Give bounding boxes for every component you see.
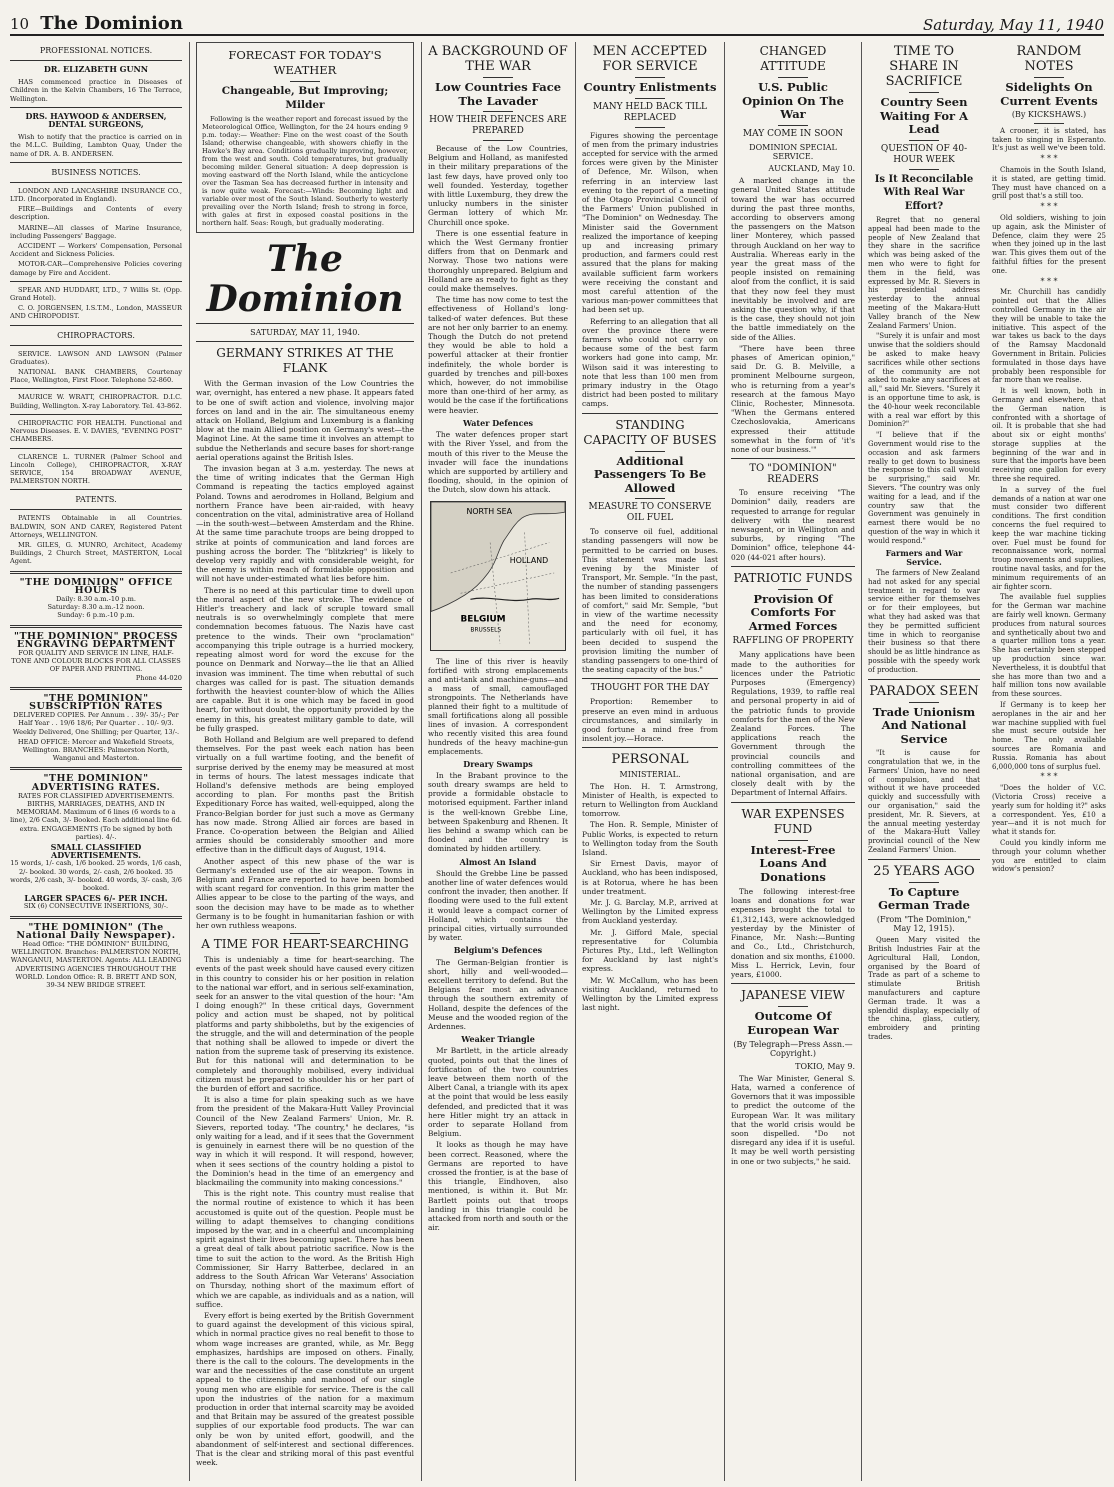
- article-deck: QUESTION OF 40-HOUR WEEK: [880, 143, 968, 165]
- note-item: It is well known, both in Germany and elsewhere, that the German nation is confronted with a shortage of oil. It is probable that she had about six or eight months' storage supplies at the beginning of the war and in sure that the imports have been receiving one gallon for every three she required.: [992, 387, 1106, 484]
- dateline: TOKIO, May 9.: [795, 1061, 855, 1071]
- personal-item: The Hon. R. Semple, Minister of Public Works, is expected to return to Wellington today from the South Island.: [582, 820, 718, 857]
- article-paragraph: To conserve oil fuel, additional standing passengers will now be permitted to be carried on buses. This statement was made last evening by the Minister of Transport, Mr. Semple. "In the past, the number of standing passengers has been limited to considerations of comfort," said Mr. Semple, "but in view of the wartime necessity and the need for economy, particularly with oil fuel, it has been decided to suspend the provision limiting the number of standing passengers to one-third of the seating capacity of the bus.": [582, 527, 718, 675]
- article-paragraph: The time has now come to test the effectiveness of Holland's long-talked-of water defences. But these are not her only barrier to an enemy. Though the Dutch do not pretend they would be able to hold a powerful attacker at their frontier indefinitely, the whole border is guarded by trenches and pill-boxes which, however, do not immobilise more than one-third of her army, as would be the case if the fortifications were heavier.: [428, 295, 568, 415]
- note-item: The available fuel supplies for the German war machine are fairly well known. Germany produces from natural sources and synthetically about two and a quarter million tons a year. She has certainly been stepped up production since war. Nevertheless, it is doubtful that she has more than two and a half million tons now available from these sources.: [992, 593, 1106, 699]
- article-paragraph: Regret that no general appeal had been made to the people of New Zealand that they share in the sacrifice which was being asked of the men who were to fight for them in the field, was expressed by Mr. R. Sievers in his presidential address yesterday to the annual meeting of the Makara-Hutt Valley branch of the New Zealand Farmers' Union.: [868, 216, 980, 330]
- crosshead: MINISTERIAL.: [619, 770, 681, 780]
- article-deck: RAFFLING OF PROPERTY: [732, 636, 854, 647]
- crosshead: Belgium's Defences: [453, 945, 543, 956]
- article-paragraph: The German-Belgian frontier is short, hilly and well-wooded—excellent territory to defend. But the Belgians fear most an advance through the southern extremity of Holland, despite the defences of the Meuse and the wooded region of the Ardennes.: [428, 957, 568, 1031]
- article-subtitle: Outcome Of European War: [747, 1009, 839, 1037]
- article-paragraph: "It is cause for congratulation that we, in the Farmers' Union, have no need of compulsion, and that without it we have proceeded quickly and successfully with our organisation," said the president, Mr. R. Sievers, at the annual meeting yesterday of the Makara-Hutt Valley provincial council of the New Zealand Farmers' Union.: [868, 749, 980, 854]
- article-paragraph: It looks as though he may have been correct. Reasoned, where the Germans are reported to have crossed the frontier, is at the base of this triangle, Eindhoven, also mentioned, is within it. But Mr. Bartlett points out that troops landing in this triangle could be attacked from north and south or the air.: [428, 1140, 568, 1233]
- map-label: NORTH SEA: [466, 506, 513, 516]
- article-title: TIME TO SHARE IN SACRIFICE: [885, 44, 963, 89]
- article-subtitle: Is It Reconcilable With Real War Effort?: [874, 173, 974, 212]
- forecast-title: FORECAST FOR TODAY'S WEATHER: [228, 48, 382, 77]
- random-notes-column: RANDOM NOTES Sidelights On Current Events (By KICKSHAWS.) A crooner, it is stated, has taken to singing in Esperanto. It's just as well we've been told. * * * Chamois in the South Island, it is stated, are getting timid. They must have chanced on a grill post that's a still too. * * * Old soldiers, wishing to join up again, ask the Minister of Defence, claim they were 25 when they joined up in the last war. This gives them out of the faithful fifties for the present one. * * * Mr. Churchill has candidly pointed out that the Allies controlled Germany in the air they will be unable to take the initiative. This aspect of the war takes us back to the days of the Ramsay Macdonald Government in Britain. Policies formulated in those days have probably been responsible for far more than we realise. It is well known, both in Germany and elsewhere, that the German nation is confronted with a shortage of oil. It is probable that she had about six or eight months' storage supplies at the beginning of the war and in sure that the imports have been receiving one gallon for every three she required. In a survey of the fuel demands of a nation at war one must consider two different conditions. The first condition concerns the fuel required to keep the war machine ticking over. Fuel must be found for reconnaissance work, normal troop movements and supplies, routine naval tasks, and for the minimum requirements of an air fighter scorn. The available fuel supplies for the German war machine are fairly well known. Germany produces from natural sources and synthetically about two and a quarter million tons a year. She has certainly been stepped up production since war. Nevertheless, it is doubtful that she has more than two and a half million tons now available from these sources. If Germany is to keep her aeroplanes in the air and her war machine supplied with fuel she must secure outside her home. The only available sources are Romania and Russia. Romania has about 6,000,000 tons of surplus fuel. * * * "Does the holder of V.C. (Victoria Cross) receive a yearly sum for holding it?" asks a correspondent. Yes, £10 a year—and it is not much for what it stands for. Could you kindly inform me through your column whether you are entitled to claim widow's pension?: [992, 44, 1106, 874]
- article-title: RANDOM NOTES: [1016, 44, 1082, 74]
- notice-text: LONDON AND LANCASHIRE INSURANCE CO., LTD. (Incorporated in England).: [10, 186, 182, 204]
- article-subtitle: Country Enlistments: [583, 80, 717, 94]
- article-title: STANDING CAPACITY OF BUSES: [583, 417, 717, 447]
- note-item: In a survey of the fuel demands of a nation at war one must consider two different conditions. The first condition concerns the fuel required to keep the war machine ticking over. Fuel must be found for reconnaissance work, normal troop movements and supplies, routine naval tasks, and for the minimum requirements of an air fighter scorn.: [992, 485, 1106, 591]
- editorial-paragraph: Both Holland and Belgium are well prepared to defend themselves. For the past week each nation has been virtually on a full wartime footing, and the benefit of surprise derived by the enemy may be measured at most in terms of hours. The latest messages indicate that Holland's defensive methods are being employed according to plan. For months past the British Expeditionary Force has waited, well-equipped, along the Franco-Belgian border for just such a move as Germany has now made. Strong Allied air forces are based in France. Co-operation between the Belgian and Allied armies should be considerably smoother and more effective than in the difficult days of August, 1914.: [196, 734, 414, 855]
- article-paragraph: The War Minister, General S. Hata, warned a conference of Governors that it was impossible to predict the outcome of the European War. It was military that the world crisis would be soon dispelled. "Do not disregard any idea if it is useful. It may be well worth persisting in one or two subjects," he said.: [731, 1073, 855, 1166]
- page-number: 10: [10, 15, 30, 33]
- personal-item: Mr. J. Gifford Male, special representative for Columbia Pictures Pty., Ltd., left Wellington for Auckland by last night's express.: [582, 927, 718, 974]
- subscription-ad: "THE DOMINION" SUBSCRIPTION RATES DELIVERED COPIES. Per Annum . . 39/- 35/-; Per Half Year . . 19/6 18/6; Per Quarter . . 10/- 9/3. Weekly Delivered, One Shilling; per Quarter, 13/-. HEAD OFFICE: Mercer and Wakefield Streets, Wellington. BRANCHES: Palmerston North, Wanganui and Masterton.: [12, 692, 180, 763]
- article-deck: HOW THEIR DEFENCES ARE PREPARED: [429, 115, 567, 136]
- article-subtitle: Sidelights On Current Events: [1000, 80, 1098, 108]
- byline: (From "The Dominion," May 12, 1915).: [876, 914, 972, 933]
- notice-text: C. O. JORGENSEN, I.S.T.M., London, MASSEUR AND CHIROPODIST.: [10, 304, 182, 321]
- editorial-paragraph: Every effort is being exerted by the British Government to guard against the development of this vicious spiral, which in normal practice gives no real benefit to those to whom wage increases are granted, while, as Mr. Begg emphasizes, hardships are imposed on others. Finally, there is the call to the colours. The developments in the war and the necessities of the case constitute an urgent appeal to the citizenship and manhood of our single young men who are eligible for service. There is the call upon the industries of the nation for a maximum production in order that internal scarcity may be avoided and that Britain may be assured of the greatest possible supplies of our exportable food products. The war can only be won by united effort, goodwill, and the abandonment of self-interest and sectional differences. That is the clear and striking moral of this past eventful week.: [196, 1310, 414, 1468]
- map-label: BRUSSELS: [470, 626, 502, 634]
- forecast-text: Following is the weather report and forecast issued by the Meteorological Office, Wellington, for the 24 hours ending 9 p.m. today:— Weather: Fine on the west coast of the South Island; otherwise changeable, with showers chiefly in the Hawke's Bay area. Conditions gradually improving, however, from the west and south. Cold temperatures, but gradually becoming milder. General situation: A deep depression is moving eastward off the North Island, while the anticyclone over the Tasman Sea has decreased further in intensity and is now quite weak. Forecast:—Winds: Becoming light and variable over most of the South Island. Southerly to westerly prevailing over the North Island; fresh to strong in force, with gales at first in exposed coastal positions in the northern half. Seas: Rough, but gradually moderating.: [202, 115, 408, 227]
- editorial-column: [196, 42, 414, 1481]
- article-title: CHANGED ATTITUDE: [759, 44, 827, 73]
- article-paragraph: "I believe that if the Government would rise to the occasion and ask farmers really to get down to business the response to this call would be surprising," said Mr. Sievers. "The country was only waiting for a lead, and if the country saw that the Government was genuinely in earnest there would be no question of the way in which it would respond.": [868, 431, 980, 545]
- article-subtitle: Low Countries Face The Lavader: [434, 80, 562, 108]
- notice-text: CHIROPRACTIC FOR HEALTH. Functional and Nervous Diseases. E. V. DAVIES, "EVENING POST" CHAMBERS.: [10, 418, 182, 444]
- notice-text: ACCIDENT — Workers' Compensation, Personal Accident and Sickness Policies.: [10, 242, 182, 259]
- personal-item: The Hon. H. T. Armstrong, Minister of Health, is expected to return to Wellington from Auckland tomorrow.: [582, 781, 718, 819]
- column-rule: [421, 42, 422, 1481]
- article-subtitle: Interest-Free Loans And Donations: [750, 842, 836, 884]
- issue-date: Saturday, May 11, 1940: [923, 16, 1104, 34]
- address-ad: "THE DOMINION" (The National Daily Newspaper). Head Office: "THE DOMINION" BUILDING, WELLINGTON. Branches: PALMERSTON NORTH, WANGANUI, MASTERTON. Agents: ALL LEADING ADVERTISING AGENCIES THROUGHOUT THE WORLD. London Office: R. B. BRETT AND SON, 39-34 NEW BRIDGE STREET.: [10, 921, 182, 990]
- notice-text: FIRE—Buildings and Contents of every description.: [10, 205, 182, 222]
- crosshead: Water Defences: [462, 417, 534, 428]
- notice-text: MARINE—All classes of Marine Insurance, including Passengers' Baggage.: [10, 223, 182, 240]
- crosshead: Farmers and War Service.: [885, 548, 963, 568]
- article-paragraph: Many applications have been made to the authorities for licences under the Patriotic Purposes (Emergency) Regulations, 1939, to raffle real and personal property in aid of the patriotic funds to provide comforts for the men of the New Zealand Forces. The applications reach the Government through the provincial councils and controlling committees of the national organisation, and are closely dealt with by the Department of Internal Affairs.: [731, 650, 855, 798]
- article-subtitle: Additional Passengers To Be Allowed: [593, 453, 707, 495]
- article-title: TO "DOMINION" READERS: [749, 463, 837, 486]
- column-rule: [861, 42, 862, 1481]
- personal-item: Mr. J. G. Barclay, M.P., arrived at Wellington by the Limited express from Auckland yesterday.: [582, 898, 718, 926]
- article-title: JAPANESE VIEW: [741, 988, 845, 1003]
- engraving-ad: "THE DOMINION" PROCESS ENGRAVING DEPARTMENT FOR QUALITY AND SERVICE IN LINE, HALF-TONE AND COLOUR BLOCKS FOR ALL CLASSES OF PAPER AND PRINTING. Phone 44-020: [11, 630, 182, 682]
- map-graphic: [431, 502, 565, 650]
- article-paragraph: Referring to an allegation that all over the province there were farmers who could not carry on because some of the best farm workers had gone into camp, Mr. Wilson said it was interesting to note that less than 100 men from primary industry in the Otago district had been posted to military camps.: [582, 316, 718, 409]
- editorial-paragraph: There is no need at this particular time to dwell upon the moral aspect of the new stroke. The evidence of Hitler's treachery and lack of scruple toward small neutrals is so overwhelmingly complete that mere condemnation becomes fatuous. The Nazis have cast pretence to the winds. Their own "proclamation" accompanying this triple outrage is a hurried mockery, repeating almost word for word the excuse for the pounce on Denmark and Norway—the lie that an Allied invasion was imminent. The time when rebuttal of such charges was called for is past. The situation demands forthwith the heaviest counter-blow of which the Allies are capable. But it is one which may be faced in good heart, for without doubt, the opportunity provided by the enemy in this, his greatest military gamble to date, will be fully grasped.: [196, 585, 414, 733]
- section-heading: PROFESSIONAL NOTICES.: [39, 46, 153, 55]
- dateline: AUCKLAND, May 10.: [768, 163, 855, 173]
- crosshead: Almost An Island: [459, 856, 537, 867]
- article-paragraph: Should the Grebbe Line be passed another line of water defences would confront the invader, then another. If flooding were used to the full extent it would leave a compact corner of Holland, which contains the principal cities, virtually surrounded by water.: [428, 868, 568, 943]
- article-paragraph: The following interest-free loans and donations for war expenses brought the total to £1,312,143, were acknowledged yesterday by the Minister of Finance, Mr. Nash:—Bunting and Co., Ltd., Christchurch, donation and six months, £1000. Miss L. Herrick, Levin, four years, £1000.: [731, 887, 855, 979]
- editorial-paragraph: This is undeniably a time for heart-searching. The events of the past week should have caused every citizen in this country to consider his or her position in relation to the national war effort, and in serious self-examination, seek for an answer to the vital question of the hour: "Am I doing enough?" In these critical days, Government policy and action must be shaped, not by political platforms and party shibboleths, but by the exigencies of the struggle, and the will and determination of the people that nothing shall be allowed to impede or divert the nation from the supreme task of preserving its existence. But for this national will and determination to be completely and thoroughly mobilised, every individual citizen must be prepared to shoulder his or her part of the burden of effort and sacrifice.: [196, 955, 414, 1094]
- note-item: Old soldiers, wishing to join up again, ask the Minister of Defence, claim they were 25 when they joined up in the last war. This gives them out of the faithful fifties for the present one.: [992, 213, 1106, 275]
- note-item: Mr. Churchill has candidly pointed out that the Allies controlled Germany in the air they will be unable to take the initiative. This aspect of the war takes us back to the days of the Ramsay Macdonald Government in Britain. Policies formulated in those days have probably been responsible for far more than we realise.: [992, 288, 1106, 385]
- masthead: [10, 8, 1104, 36]
- section-heading: PATENTS.: [75, 495, 117, 505]
- map-label: HOLLAND: [509, 555, 549, 565]
- article-title: PERSONAL: [611, 752, 689, 768]
- article-subtitle: Country Seen Waiting For A Lead: [879, 95, 968, 136]
- article-subtitle: Provision Of Comforts For Armed Forces: [748, 591, 838, 633]
- note-item: Chamois in the South Island, it is stated, are getting timid. They must have chanced on a grill post that's a still too.: [992, 165, 1106, 201]
- notice-text: MR. GILES, G. MUNRO, Architect, Academy Buildings, 2 Church Street, MASTERTON, Local Agent.: [10, 540, 182, 566]
- editorial-paragraph: Another aspect of this new phase of the war is Germany's extended use of the air weapon. Towns in Belgium and France are reported to have been bombed with scant regard for convention. In this grim matter the Allies appear to be close to the parting of the ways, and soon the decision may have to be made as to whether Germany is to be fought in humanitarian fashion or with her own ruthless weapons.: [196, 856, 414, 930]
- note-item: Could you kindly inform me through your column whether you are entitled to claim widow's pension?: [992, 838, 1106, 874]
- article-title: MEN ACCEPTED FOR SERVICE: [592, 44, 708, 74]
- byline: DOMINION SPECIAL SERVICE.: [749, 142, 837, 161]
- article-title: A BACKGROUND OF THE WAR: [428, 44, 568, 74]
- notice-text: MOTOR-CAR—Comprehensive Policies covering damage by Fire and Accident.: [10, 260, 182, 277]
- note-item: A crooner, it is stated, has taken to singing in Esperanto. It's just as well we've been told.: [992, 126, 1106, 153]
- newspaper-flag: The Dominion: [206, 238, 404, 320]
- flag-date: SATURDAY, MAY 11, 1940.: [250, 328, 360, 337]
- forecast-subtitle: Changeable, But Improving; Milder: [221, 85, 389, 111]
- article-title: WAR EXPENSES FUND: [741, 806, 845, 836]
- editorial-paragraph: The invasion began at 3 a.m. yesterday. The news at the time of writing indicates that the German High Command is repeating the tactics employed against Poland. Towns and aerodromes in Holland, Belgium and northern France have been air-raided, with heavy concentration on the vital, administrative area of Holland—in the south-west—between Amsterdam and the Rhine. At the same time parachute troops are being dropped to strike at points of communication and land forces are pushing across the border. The "blitzkrieg" is likely to develop very rapidly and with considerable weight, for the enemy is within reach of formidable opposition and will not have under-estimated what lies before him.: [196, 464, 414, 584]
- office-hours-ad: "THE DOMINION" OFFICE HOURS Daily: 8.30 a.m.-10 p.m. Saturday: 8.30 a.m.-12 noon. Sunday: 6 p.m.-10 p.m.: [19, 576, 173, 620]
- article-deck: MAY COME IN SOON: [742, 128, 844, 139]
- notice: DR. ELIZABETH GUNN: [43, 64, 149, 74]
- column-rule: [575, 42, 576, 1481]
- article-paragraph: In the Brabant province to the south dreary swamps are held to provide a formidable obstacle to motorised equipment. Farther inland is the well-known Grebbe Line, between Spakenburg and Rhenen. It lies behind a swamp which can be flooded and the country is dominated by hidden artillery.: [428, 770, 568, 854]
- notice-text: CLARENCE L. TURNER (Palmer School and Lincoln College), CHIROPRACTOR, X-RAY SERVICE, 154 BROADWAY AVENUE, PALMERSTON NORTH.: [10, 452, 182, 486]
- map-caption: The line of this river is heavily fortified with strong emplacements and anti-tank and machine-guns—and a mass of small, camouflaged strongpoints. The Netherlands have planned their fight to a multitude of small fortifications along all possible lines of invasion. A correspondent who recently visited this area found hundreds of the heavy machine-gun emplacements.: [428, 656, 568, 756]
- note-item: If Germany is to keep her aeroplanes in the air and her war machine supplied with fuel she must secure outside her home. The only available sources are Romania and Russia. Romania has about 6,000,000 tons of surplus fuel.: [992, 701, 1106, 771]
- article-paragraph: Figures showing the percentage of men from the primary industries accepted for service with the armed forces were given by the Minister of Defence, Mr. Wilson, when referring in an interview last evening to the report of a meeting of the Otago Provincial Council of the Farmers' Union published in "The Dominion" on Wednesday. The Minister said the Government realized the importance of keeping up and increasing primary production, and farmers could rest assured that the plans for making available sufficient farm workers were receiving the constant and most careful attention of the various man-power committees that had been set up.: [582, 130, 718, 315]
- article-paragraph: Because of the Low Countries, Belgium and Holland, as manifested in their military preparations of the last few days, have proved only too well founded. Yesterday, together with little Luxemburg, they drew the unlucky numbers in the sinister German lottery of which Mr. Churchill once spoke.: [428, 144, 568, 227]
- note-item: "Does the holder of V.C. (Victoria Cross) receive a yearly sum for holding it?" asks a correspondent. Yes, £10 a year—and it is not much for what it stands for.: [992, 784, 1106, 837]
- editorial-title: A TIME FOR HEART-SEARCHING: [201, 937, 409, 952]
- weather-forecast: [196, 42, 414, 233]
- notice-text: HAS commenced practice in Diseases of Children in the Kelvin Chambers, 16 The Terrace, Wellington.: [10, 78, 182, 103]
- crosshead: Weaker Triangle: [461, 1034, 535, 1045]
- column-rule: [189, 42, 190, 1481]
- article-paragraph: The water defences proper start with the River Yssel, and from the mouth of this river to the Meuse the invader will face the inundations which are supported by artillery and flooding, should, in the opinion of the Dutch, slow down his attack.: [428, 430, 568, 495]
- notice-text: Wish to notify that the practice is carried on in the M.L.C. Building, Lambton Quay, Under the name of DR. A. B. ANDERSEN.: [10, 133, 182, 158]
- editorial-paragraph: With the German invasion of the Low Countries the war, overnight, has entered a new phase. It appears fated to be one of swift action and violence, involving major forces on land and in the air. The simultaneous enemy attack on Holland, Belgium and Luxemburg is a flanking blow at the main Allied position on Germany's west—the Maginot Line. At the same time it involves an attempt to subdue the Netherlands and secure bases for short-range aerial operations against the British Isles.: [196, 379, 414, 462]
- service-column: [582, 42, 718, 1481]
- notice-text: NATIONAL BANK CHAMBERS, Courtenay Place, Wellington, First Floor. Telephone 52-860.: [10, 368, 182, 385]
- sacrifice-column: [868, 42, 980, 1481]
- war-background-column: [428, 42, 568, 1481]
- article-subtitle: To Capture German Trade: [878, 884, 970, 913]
- article-deck: MEASURE TO CONSERVE OIL FUEL: [588, 502, 712, 524]
- column-rule: [724, 42, 725, 1481]
- article-paragraph: Mr Bartlett, in the article already quoted, points out that the lines of fortification of the two countries leave between them north of the Albert Canal, a triangle with its apex at the point that would be less easily defended, and predicted that it was here Hitler might try an attack in order to separate Holland from Belgium.: [428, 1046, 568, 1139]
- map-label: BELGIUM: [460, 614, 506, 625]
- notice-text: MAURICE W. WRATT, CHIROPRACTOR. D.I.C. Building, Wellington. X-ray Laboratory. Tel. 43-862.: [10, 393, 182, 410]
- notice-text: PATENTS Obtainable in all Countries. BALDWIN, SON AND CAREY, Registered Patent Attorneys, WELLINGTON.: [10, 514, 182, 539]
- article-title: PARADOX SEEN: [869, 683, 979, 699]
- personal-item: Mr. W. McCallum, who has been visiting Auckland, returned to Wellington by the Limited express last night.: [582, 975, 718, 1013]
- article-paragraph: There is one essential feature in which the West Germany frontier differs from that on Denmark and Norway. Those two nations were thoroughly unprepared. Belgium and Holland are as ready to fight as they could make themselves.: [428, 228, 568, 294]
- article-title: 25 YEARS AGO: [873, 863, 975, 879]
- article-paragraph: "Surely it is unfair and most unwise that the soldiers should be asked to make heavy sacrifices while other sections of the community are not asked to make any sacrifices at all," said Mr. Sievers. "Surely it is an opportune time to ask, is the 40-hour week reconcilable with a real war effort by this Dominion?": [868, 332, 980, 429]
- notice-text: SPEAR AND HUDDART, LTD., 7 Willis St. (Opp. Grand Hotel).: [10, 285, 182, 303]
- article-title: PATRIOTIC FUNDS: [733, 570, 853, 585]
- article-paragraph: A marked change in the general United States attitude toward the war has occurred during the past three months, according to observers among the passengers on the Matson liner Monterey, which passed through Auckland on her way to Australia. Whereas early in the year the great mass of the people insisted on remaining aloof from the conflict, it is said that they now feel they must inevitably be involved and are asking the question why, if that is the case, they should not join the battle immediately on the side of the Allies.: [731, 176, 855, 342]
- notice: DRS. HAYWOOD & ANDERSEN, DENTAL SURGEONS,: [25, 110, 167, 130]
- editorial-title: GERMANY STRIKES AT THE FLANK: [216, 346, 394, 376]
- article-subtitle: Trade Unionism And National Service: [872, 704, 976, 746]
- article-paragraph: Proportion: Remember to preserve an even mind in arduous circumstances, and similarly in good fortune a mind free from insolent joy.—Horace.: [582, 697, 718, 744]
- crosshead: Dreary Swamps: [463, 758, 533, 769]
- article-paragraph: "There have been three phases of American opinion," said Dr. G. B. Melville, a prominent Melbourne surgeon, who is returning from a year's research at the famous Mayo Clinic, Rochester, Minnesota. "When the Germans entered Czechoslovakia, Americans expressed their attitude somewhat in the form of 'it's none of our business.'": [731, 343, 855, 454]
- article-paragraph: Queen Mary visited the British Industries Fair at the Agricultural Hall, London, organised by the Board of Trade as part of a scheme to stimulate British manufacturers and capture German trade. It was a splendid display, especially of the china, glass, cutlery, embroidery and printing trades.: [868, 936, 980, 1042]
- byline: (By KICKSHAWS.): [1011, 110, 1087, 119]
- advertising-ad: "THE DOMINION" ADVERTISING RATES. RATES FOR CLASSIFIED ADVERTISEMENTS. BIRTHS, MARRIAGES, DEATHS, AND IN MEMORIAM. Maximum of 6 lines (6 words to a line), 2/6 Cash, 3/- Booked. Each additional line 6d. extra. ENGAGEMENTS (To be signed by both parties). 4/-. SMALL CLASSIFIED ADVERTISEMENTS. 15 words, 1/- cash, 1/6 booked. 25 words, 1/6 cash, 2/- booked. 30 words, 2/- cash, 2/6 booked. 35 words, 2/6 cash, 3/- booked. 40 words, 3/- cash, 3/6 booked. LARGER SPACES 6/- PER INCH. SIX (6) CONSECUTIVE INSERTIONS, 30/-.: [10, 773, 182, 911]
- paper-name: The Dominion: [40, 13, 183, 34]
- editorial-paragraph: This is the right note. This country must realise that the normal routine of existence to which it has been accustomed is quite out of the question. People must be willing to adapt themselves to changing conditions imposed by the war, and in a cheerful and uncomplaining spirit against their lives becoming upset. There has been a great deal of talk about patriotic sacrifice. Now is the time to suit the action to the word. As the British High Commissioner, Sir Harry Batterbee, declared in an address to the South African War Veterans' Association on Thursday, nothing short of the maximum effort of which we are capable, as individuals and as a nation, will suffice.: [196, 1189, 414, 1309]
- article-paragraph: The farmers of New Zealand had not asked for any special treatment in regard to war service either for themselves or for their employees, but what they had asked was that they be permitted sufficient time in which to reorganise their business so that there should be as little hindrance as possible with the speedy work of production.: [868, 569, 980, 674]
- personal-item: Sir Ernest Davis, mayor of Auckland, who has been indisposed, is at Rotorua, where he has been under treatment.: [582, 859, 718, 896]
- editorial-paragraph: It is also a time for plain speaking such as we have from the president of the Makara-Hutt Valley Provincial Council of the New Zealand Farmers' Union, Mr. R. Sievers, reported today. "The country," he declares, "is only waiting for a lead, and if it sees that the Government is genuinely in earnest there will be no question of the way in which it will respond. It will respond, however, when it sees sections of the country holding a pistol to the Dominion's head in the time of an emergency and blackmailing the community into making concessions.": [196, 1095, 414, 1188]
- notices-column: [10, 42, 182, 1481]
- article-paragraph: To ensure receiving "The Dominion" daily, readers are requested to arrange for regular delivery with the nearest newsagent, or in Wellington and suburbs, by ringing "The Dominion" office, telephone 44-020 (44-021 after hours).: [731, 488, 855, 562]
- us-opinion-column: [731, 42, 855, 1481]
- article-subtitle: U.S. Public Opinion On The War: [742, 80, 844, 121]
- section-heading: BUSINESS NOTICES.: [51, 167, 141, 177]
- low-countries-map: [430, 501, 566, 651]
- byline: (By Telegraph—Press Assn.—Copyright.): [733, 1040, 853, 1059]
- article-deck: MANY HELD BACK TILL REPLACED: [593, 101, 707, 123]
- notice-text: SERVICE. LAWSON AND LAWSON (Palmer Graduates).: [10, 349, 182, 366]
- article-title: THOUGHT FOR THE DAY: [590, 683, 710, 694]
- section-heading: CHIROPRACTORS.: [57, 330, 135, 340]
